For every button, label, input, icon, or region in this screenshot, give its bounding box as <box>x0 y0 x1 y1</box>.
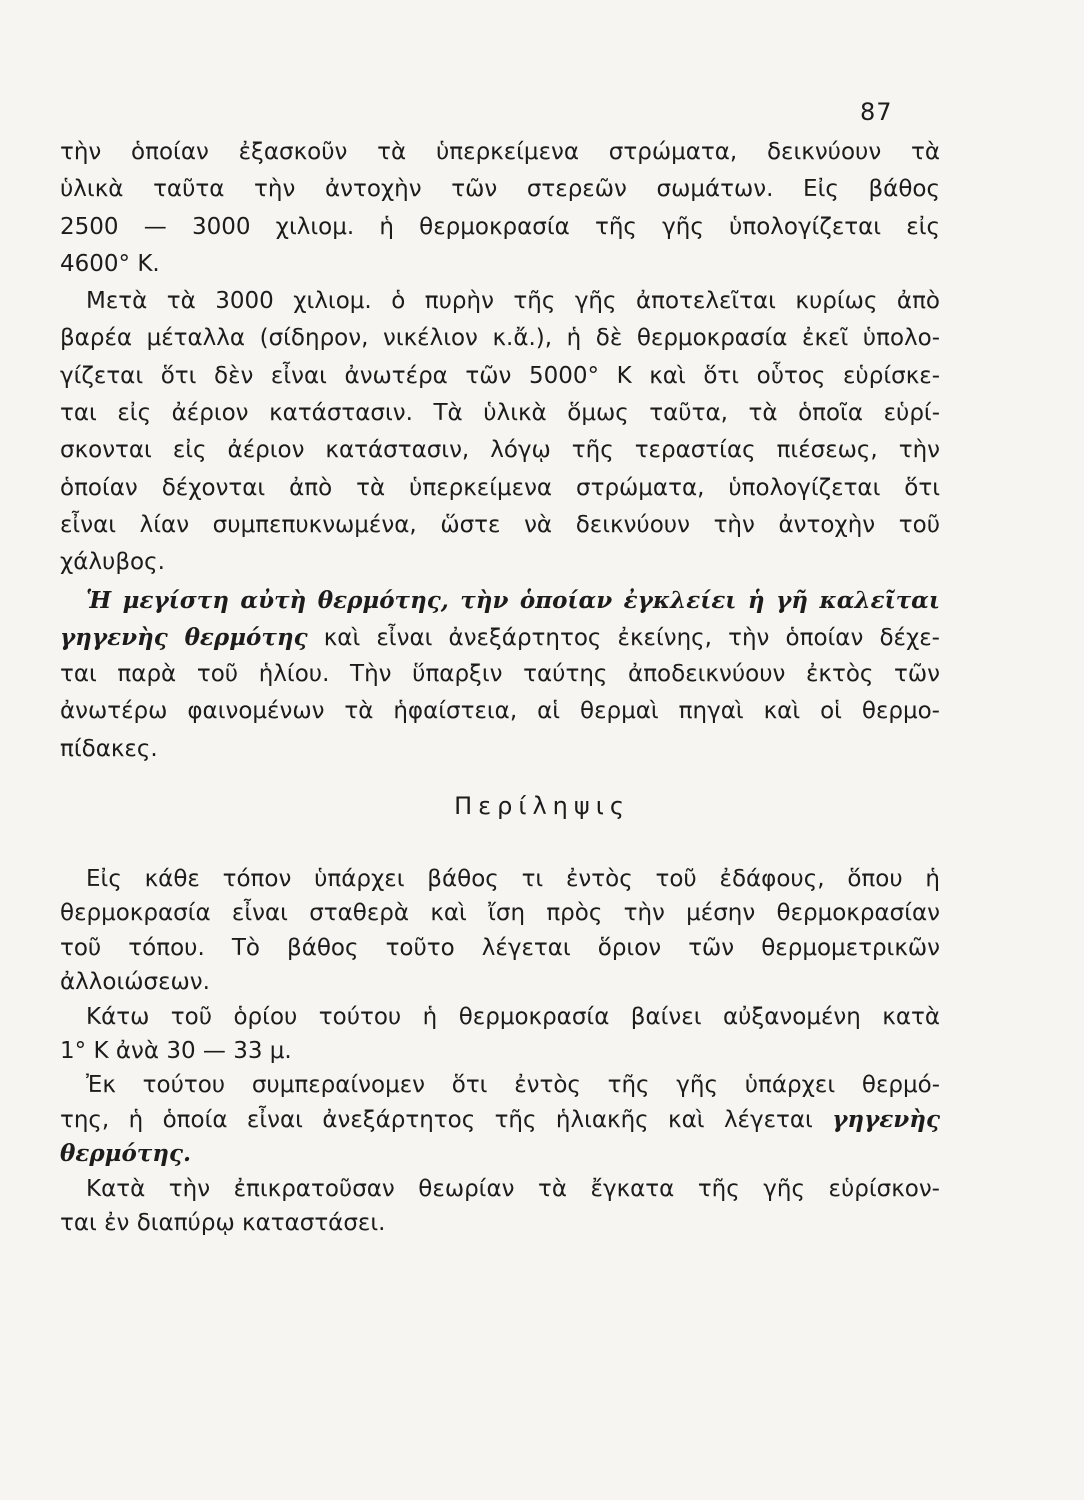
text-run: της, ἡ ὁποία εἶναι ἀνεξάρτητος τῆς ἡλιακῆς καὶ λέγεται <box>60 1106 833 1133</box>
text-line: τοῦ τόπου. Τὸ βάθος τοῦτο λέγεται ὅριον τῶν θερμομετρικῶν <box>60 934 940 961</box>
text-line: τὴν ὁποίαν ἐξασκοῦν τὰ ὑπερκείμενα στρώματα, δεικνύουν τὰ <box>60 139 940 165</box>
text-line: γίζεται ὅτι δὲν εἶναι ἀνωτέρα τῶν 5000° Κ καὶ ὅτι οὗτος εὑρίσκε- <box>60 362 940 389</box>
text-line <box>60 1103 940 1137</box>
text-line: Κατὰ τὴν ἐπικρατοῦσαν θεωρίαν τὰ ἔγκατα τῆς γῆς εὑρίσκον- <box>86 1175 940 1202</box>
text-line: Κάτω τοῦ ὁρίου τούτου ἡ θερμοκρασία βαίνει αὐξανομένη κατὰ <box>86 1003 940 1030</box>
bold-term: γηγενὴς θερμότης <box>60 623 308 651</box>
summary-text <box>60 862 940 1240</box>
text-line <box>60 619 940 656</box>
bold-term-line: θερμότης. <box>60 1140 192 1168</box>
page-number: 87 <box>860 98 893 126</box>
text-line: Εἰς κάθε τόπον ὑπάρχει βάθος τι ἐντὸς τοῦ ἐδάφους, ὅπου ἡ <box>86 866 940 892</box>
section-heading: Περίληψις <box>454 792 630 820</box>
bold-term: γηγενὴς <box>832 1105 940 1133</box>
text-line: 2500 — 3000 χιλιομ. ἡ θερμοκρασία τῆς γῆς ὑπολογίζεται εἰς <box>60 213 940 240</box>
text-line: ται ἐν διαπύρῳ καταστάσει. <box>60 1209 386 1236</box>
text-line: πίδακες. <box>60 735 158 762</box>
text-line: ται παρὰ τοῦ ἡλίου. Τὴν ὕπαρξιν ταύτης ἀποδεικνύουν ἐκτὸς τῶν <box>60 661 940 688</box>
text-line: ὑλικὰ ταῦτα τὴν ἀντοχὴν τῶν στερεῶν σωμάτων. Εἰς βάθος <box>60 176 940 203</box>
text-line: 1° Κ ἀνὰ 30 — 33 μ. <box>60 1037 292 1064</box>
text-line: θερμοκρασία εἶναι σταθερὰ καὶ ἴση πρὸς τὴν μέσην θερμοκρασίαν <box>60 900 940 927</box>
text-line: ἀλλοιώσεων. <box>60 969 210 996</box>
text-line: χάλυβος. <box>60 549 165 576</box>
text-line: ὁποίαν δέχονται ἀπὸ τὰ ὑπερκείμενα στρώματα, ὑπολογίζεται ὅτι <box>60 474 940 501</box>
text-line: ἀνωτέρω φαινομένων τὰ ἡφαίστεια, αἱ θερμαὶ πηγαὶ καὶ οἱ θερμο- <box>60 698 940 725</box>
emphasis-line: Ἡ μεγίστη αὐτὴ θερμότης, τὴν ὁποίαν ἐγκλείει ἡ γῆ καλεῖται <box>86 586 940 614</box>
text-line: εἶναι λίαν συμπεπυκνωμένα, ὥστε νὰ δεικνύουν τὴν ἀντοχὴν τοῦ <box>60 511 940 538</box>
text-line: Ἐκ τούτου συμπεραίνομεν ὅτι ἐντὸς τῆς γῆς ὑπάρχει θερμό- <box>86 1072 940 1099</box>
text-line: βαρέα μέταλλα (σίδηρον, νικέλιον κ.ἄ.), ἡ δὲ θερμοκρασία ἐκεῖ ὑπολο- <box>60 325 940 352</box>
text-run: καὶ εἶναι ἀνεξάρτητος ἐκείνης, τὴν ὁποίαν δέχε- <box>307 624 940 651</box>
text-line: Μετὰ τὰ 3000 χιλιομ. ὁ πυρὴν τῆς γῆς ἀποτελεῖται κυρίως ἀπὸ <box>86 288 940 315</box>
text-line: ται εἰς ἀέριον κατάστασιν. Τὰ ὑλικὰ ὅμως ταῦτα, τὰ ὁποῖα εὑρί- <box>60 400 940 427</box>
text-line: 4600° Κ. <box>60 250 160 277</box>
body-text <box>60 134 940 768</box>
text-line: σκονται εἰς ἀέριον κατάστασιν, λόγῳ τῆς τεραστίας πιέσεως, τὴν <box>60 437 940 464</box>
